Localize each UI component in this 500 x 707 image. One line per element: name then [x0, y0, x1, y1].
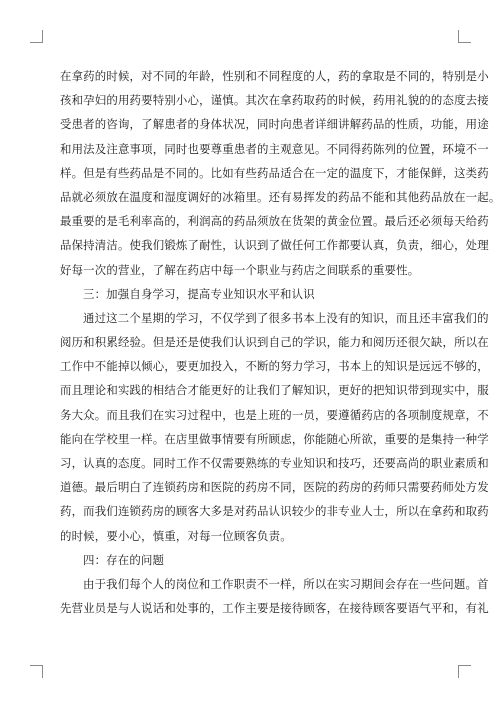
text-line: 三：加强自身学习，提高专业知识水平和认识: [83, 286, 315, 301]
crop-mark-top-left: [30, 30, 43, 43]
text-line: 习，认真的态度。同时工作不仅需要熟练的专业知识和技巧，还要高尚的职业素质和: [60, 456, 489, 470]
text-line: 品保持清洁。使我们锻炼了耐性，认识到了做任何工作都要认真，负责，细心，处理: [60, 238, 489, 253]
text-line: 能向在学校里一样。在店里做事情要有所顾虑，你能随心所欲，重要的是集持一种学: [60, 431, 489, 446]
document-body: [60, 64, 500, 620]
text-line: 药，而我们连锁药房的顾客大多是对药品认识较少的非专业人士，所以在拿药和取药: [60, 504, 489, 519]
text-line: 先营业员是与人说话和处事的，工作主要是接待顾客，在接待顾客要语气平和，有礼: [60, 601, 489, 616]
text-line: 通过这二个星期的学习，不仅学到了很多书本上没有的知识，而且还丰富我们的: [83, 310, 489, 325]
crop-mark-top-right: [458, 30, 471, 43]
text-line: 孩和孕妇的用药要特别小心，谨慎。其次在拿药取药的时候，药用礼貌的的态度去接: [60, 93, 489, 108]
text-line: 务大众。而且我们在实习过程中，也是上班的一员，要遵循药店的各项制度规章，不: [60, 407, 489, 422]
text-line: 工作中不能掉以倾心，要更加投入，不断的努力学习，书本上的知识是远远不够的，: [60, 359, 489, 374]
text-line: 四：存在的问题: [83, 552, 165, 567]
text-line: 道德。最后明白了连锁药房和医院的药房不同，医院的药房的药师只需要药师处方发: [60, 480, 489, 495]
text-line: 样。但是有些药品是不同的。比如有些药品适合在一定的温度下，才能保鲜，这类药: [60, 165, 489, 180]
text-line: 最重要的是毛利率高的，利润高的药品须放在货架的黄金位置。最后还必须每天给药: [60, 214, 489, 229]
text-line: 阅历和积累经验。但是还是使我们认识到自己的学识，能力和阅历还很欠缺，所以在: [60, 335, 489, 350]
text-line: 在拿药的时候，对不同的年龄，性别和不同程度的人，药的拿取是不同的，特别是小: [60, 69, 489, 83]
text-line: 的时候，要小心，慎重，对每一位顾客负责。: [60, 528, 292, 543]
text-line: 由于我们每个人的岗位和工作职责不一样，所以在实习期间会存在一些问题。首: [83, 576, 489, 591]
text-line: 受患者的咨询，了解患者的身体状况，同时向患者详细讲解药品的性质，功能，用途: [60, 117, 489, 132]
crop-mark-bottom-right: [458, 665, 471, 678]
text-line: 和用法及注意事项，同时也要尊重患者的主观意见。不同得药陈列的位置，环境不一: [60, 141, 489, 156]
text-line: 而且理论和实践的相结合才能更好的让我们了解知识，更好的把知识带到现实中，服: [60, 383, 489, 398]
text-line: 好每一次的营业，了解在药店中每一个职业与药店之间联系的重要性。: [60, 262, 420, 277]
text-line: 品就必须放在温度和湿度调好的冰箱里。还有易挥发的药品不能和其他药品放在一起。: [60, 189, 500, 204]
crop-mark-bottom-left: [30, 665, 43, 678]
